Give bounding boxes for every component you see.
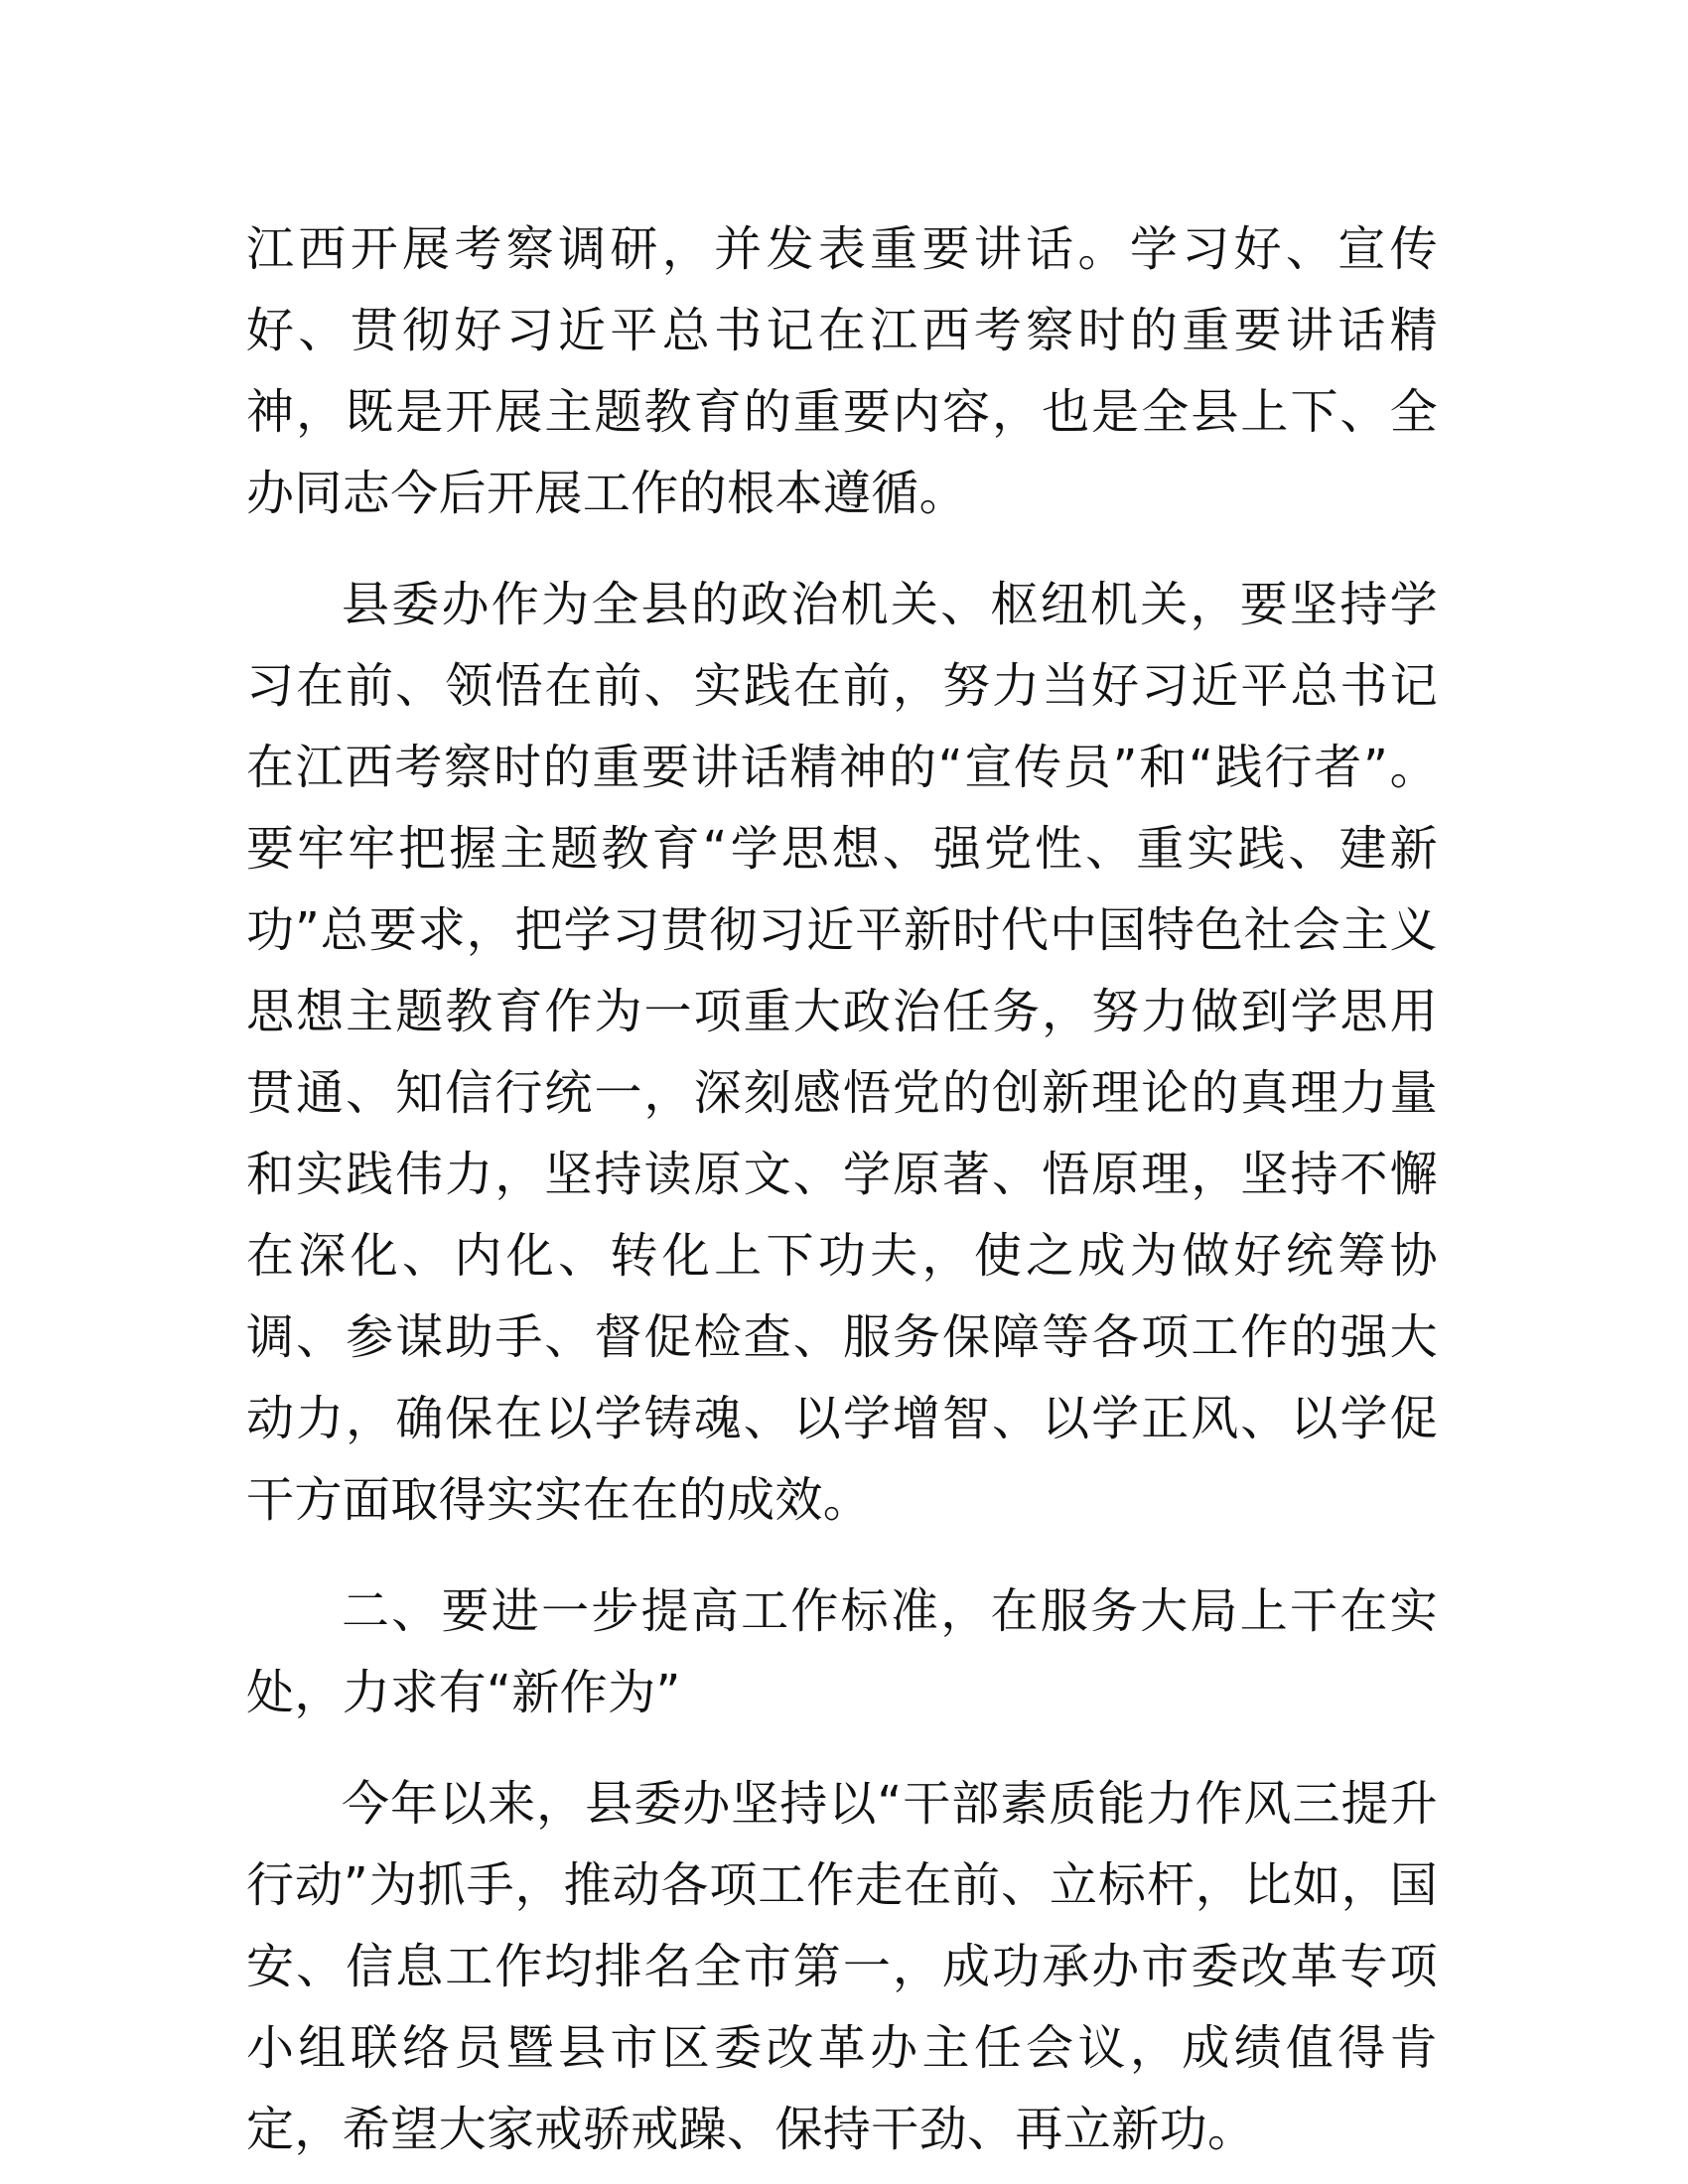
paragraph-achievements: 今年以来，县委办坚持以“干部素质能力作风三提升行动”为抓手，推动各项工作走在前、立标杆，比如，国安、信息工作均排名全市第一，成功承办市委改革专项小组联络员暨县市区委改革办主任会议，成绩值得肯定，希望大家戒骄戒躁、保持干劲、再立新功。 [246, 1776, 1438, 2157]
document-body [246, 208, 1438, 2170]
section-heading-2: 二、要进一步提高工作标准，在服务大局上干在实处，力求有“新作为” [246, 1583, 1438, 1720]
paragraph-party-office-role: 县委办作为全县的政治机关、枢纽机关，要坚持学习在前、领悟在前、实践在前，努力当好习近平总书记在江西考察时的重要讲话精神的“宣传员”和“践行者”。要牢牢把握主题教育“学思想、强党性、重实践、建新功”总要求，把学习贯彻习近平新时代中国特色社会主义思想主题教育作为一项重大政治任务，努力做到学思用贯通、知信行统一，深刻感悟党的创新理论的真理力量和实践伟力，坚持读原文、学原著、悟原理，坚持不懈在深化、内化、转化上下功夫，使之成为做好统筹协调、参谋助手、督促检查、服务保障等各项工作的强大动力，确保在以学铸魂、以学增智、以学正风、以学促干方面取得实实在在的成效。 [246, 577, 1438, 1528]
paragraph-continuation: 江西开展考察调研，并发表重要讲话。学习好、宣传好、贯彻好习近平总书记在江西考察时的重要讲话精神，既是开展主题教育的重要内容，也是全县上下、全办同志今后开展工作的根本遵循。 [246, 221, 1438, 521]
